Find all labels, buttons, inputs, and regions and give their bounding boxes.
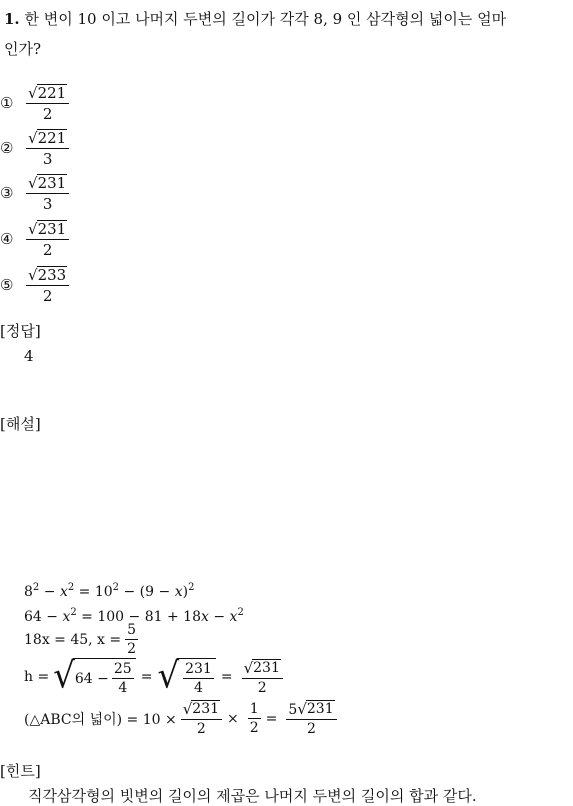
- choice-2[interactable]: [0, 125, 69, 171]
- hint-text: 직각삼각형의 빗변의 길이의 제곱은 나머지 두변의 길이의 합과 같다.: [28, 787, 477, 805]
- choice-fraction: √ 221 3: [26, 129, 69, 168]
- choice-fraction: √ 231 3: [26, 174, 69, 213]
- solution-line-4: h = √ 64 − $\frac{25}{4}$ = √ $\frac{231}{4}$ = √ 231 2: [24, 658, 283, 696]
- choice-fraction: √ 221 2: [26, 84, 69, 123]
- choice-mark: ④: [0, 230, 14, 248]
- question-text: [4, 4, 566, 64]
- choice-1[interactable]: [0, 80, 69, 126]
- solution-line-2: $64 - x^2 = 100 - 81 + 18x - x^2$: [24, 607, 244, 625]
- question-line1: 한 변이 10 이고 나머지 두변의 길이가 각각 8, 9 인 삼각형의 넓이는 얼마: [24, 10, 507, 28]
- choice-3[interactable]: [0, 170, 69, 216]
- choice-mark: ③: [0, 184, 14, 202]
- question-line2: 인가?: [4, 40, 42, 58]
- answer-label: [정답]: [0, 322, 41, 340]
- question-number: 1.: [4, 10, 20, 28]
- solution-line-1: $8^2 - x^2 = 10^2 - (9 - x)^2$: [24, 582, 195, 600]
- choice-fraction: √ 233 2: [26, 266, 69, 305]
- solution-line-5: (△ABC의 넓이) = 10 × √ 231 2 × $\frac{1}{2}$ = 5 √ 231 2: [24, 700, 337, 737]
- hint-label: [힌트]: [0, 762, 41, 780]
- choice-5[interactable]: [0, 262, 69, 308]
- explanation-label: [해설]: [0, 415, 41, 433]
- solution-line-3: 18x = 45, x = $\frac{5}{2}$: [24, 622, 137, 657]
- choice-4[interactable]: [0, 216, 69, 262]
- choice-mark: ①: [0, 94, 14, 112]
- choice-fraction: √ 231 2: [26, 220, 69, 259]
- choice-mark: ②: [0, 139, 14, 157]
- answer-value: 4: [24, 347, 34, 365]
- choice-mark: ⑤: [0, 276, 14, 294]
